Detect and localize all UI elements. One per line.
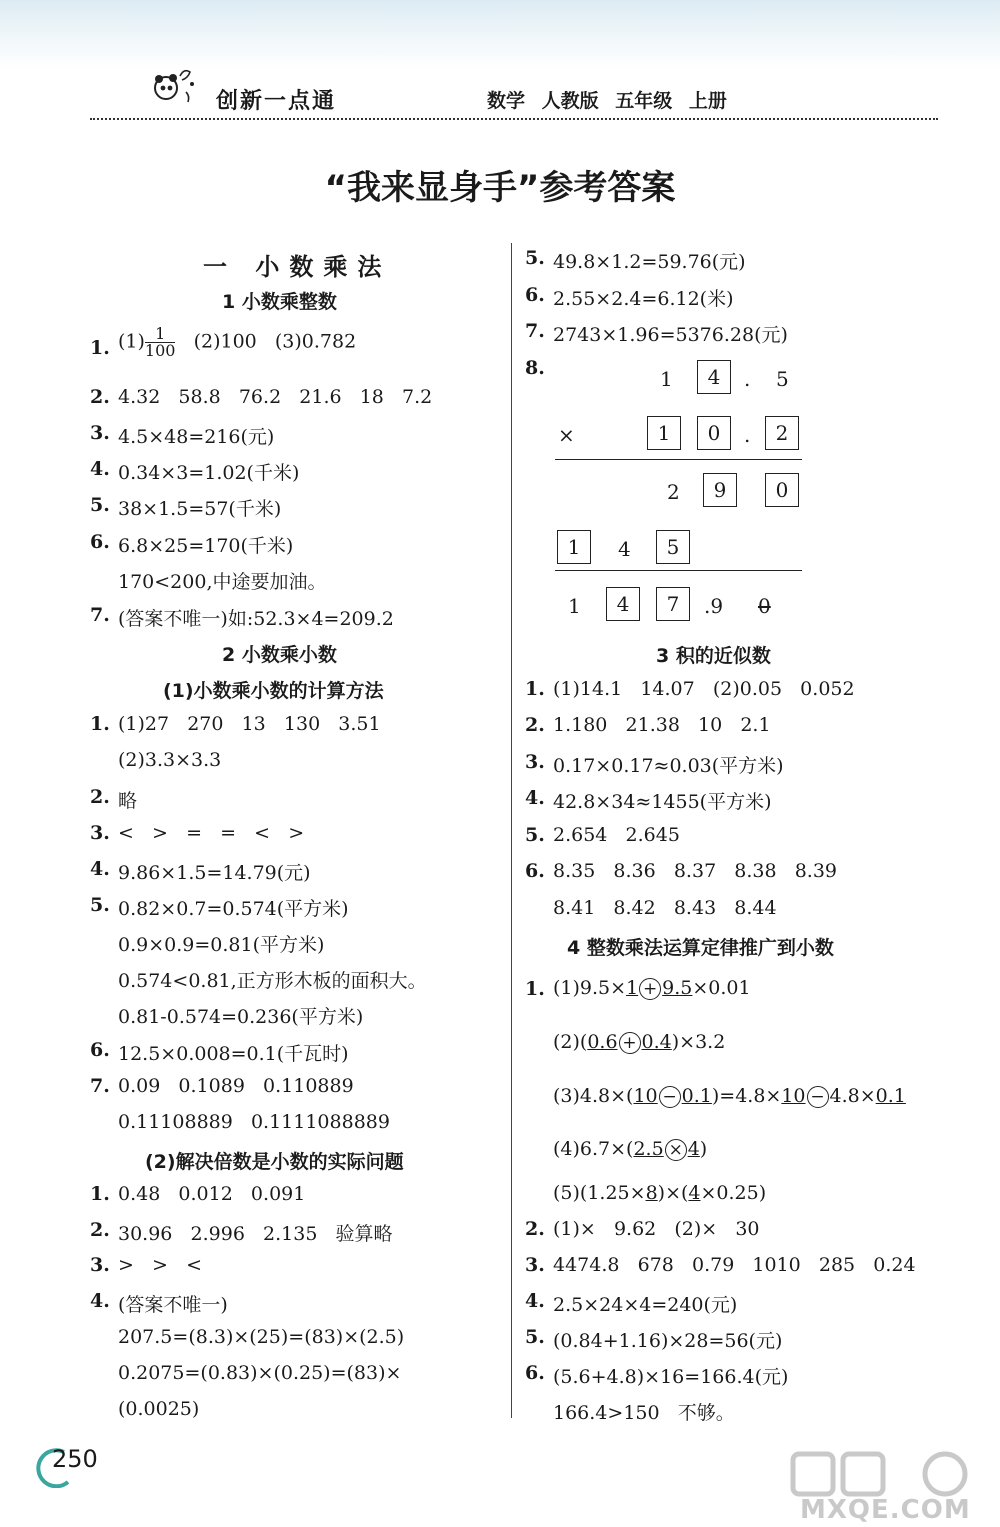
- item-number: 3.: [90, 1254, 110, 1276]
- item-number: 7.: [525, 320, 545, 342]
- section-heading-2: 2 小数乘小数: [222, 644, 337, 666]
- answer-line: < > = = < >: [118, 822, 305, 844]
- answer-line: (2)(0.6 + 0.4)×3.2: [553, 1031, 726, 1053]
- answer-line: 4.5×48=216(元): [118, 426, 275, 448]
- item-number: 5.: [90, 894, 110, 916]
- answer-line: 0.574<0.81,正方形木板的面积大。: [118, 970, 427, 992]
- section-heading-3: 3 积的近似数: [656, 645, 771, 667]
- item-number: 3.: [90, 822, 110, 844]
- answer-line: 6.8×25=170(千米): [118, 535, 294, 557]
- answer-line: 166.4>150 不够。: [553, 1402, 735, 1424]
- circled-operator: −: [659, 1086, 681, 1108]
- header-divider: [90, 118, 938, 120]
- answer-line: 207.5=(8.3)×(25)=(83)×(2.5): [118, 1326, 405, 1348]
- answer-line: 1.180 21.38 10 2.1: [553, 714, 771, 736]
- answer-box: 4: [697, 360, 731, 394]
- answer-line: (1) $\frac{1}{100}$ (2)100 (3)0.782: [118, 324, 357, 360]
- answer-line: 170<200,中途要加油。: [118, 571, 327, 593]
- item-number: 2.: [525, 714, 545, 736]
- digit: 1: [568, 594, 581, 618]
- answer-line: 9.86×1.5=14.79(元): [118, 862, 311, 884]
- answer-line: 2.55×2.4=6.12(米): [553, 288, 734, 310]
- answer-line: 0.81-0.574=0.236(平方米): [118, 1006, 364, 1028]
- answer-line: 0.48 0.012 0.091: [118, 1183, 306, 1205]
- answer-line: 2.654 2.645: [553, 824, 680, 846]
- digit: .: [744, 423, 751, 447]
- digit-crossed: 0: [758, 594, 771, 618]
- answer-line: (1)× 9.62 (2)× 30: [553, 1218, 760, 1240]
- digit: 1: [660, 367, 673, 391]
- answer-line: (0.0025): [118, 1398, 200, 1420]
- answer-box: 1: [647, 416, 681, 450]
- item-number: 2.: [90, 1219, 110, 1241]
- item-number: 4.: [90, 458, 110, 480]
- circled-operator: +: [619, 1032, 641, 1054]
- answer-line: 0.11108889 0.1111088889: [118, 1111, 390, 1133]
- item-number: 4.: [90, 858, 110, 880]
- answer-line: (5)(1.25×8)×(4×0.25): [553, 1182, 767, 1204]
- item-number: 2.: [525, 1218, 545, 1240]
- item-number: 1.: [90, 713, 110, 735]
- item-number: 1.: [525, 978, 545, 1000]
- answer-line: 8.35 8.36 8.37 8.38 8.39: [553, 860, 837, 882]
- digit: 4: [618, 537, 631, 561]
- answer-line: 42.8×34≈1455(平方米): [553, 791, 772, 813]
- item-number: 7.: [90, 1075, 110, 1097]
- item-number: 3.: [525, 1254, 545, 1276]
- answer-line: (答案不唯一)如:52.3×4=209.2: [118, 608, 394, 630]
- digit: 2: [667, 480, 680, 504]
- item-number: 4.: [525, 1290, 545, 1312]
- item-number: 6.: [525, 1362, 545, 1384]
- answer-box: 5: [656, 530, 690, 564]
- answer-box: 9: [703, 473, 737, 507]
- panda-logo-icon: [150, 64, 202, 110]
- answer-line: 0.17×0.17≈0.03(平方米): [553, 755, 784, 777]
- answer-line: (2)3.3×3.3: [118, 749, 222, 771]
- page-number: 250: [52, 1445, 98, 1473]
- circled-operator: −: [807, 1086, 829, 1108]
- item-number: 1.: [90, 337, 110, 359]
- multiply-sign: ×: [558, 423, 575, 447]
- item-number: 5.: [525, 247, 545, 269]
- item-number: 1.: [525, 678, 545, 700]
- answer-box: 0: [697, 416, 731, 450]
- answer-line: 2743×1.96=5376.28(元): [553, 324, 788, 346]
- answer-box: 2: [765, 416, 799, 450]
- answer-box: 1: [557, 530, 591, 564]
- answer-line: (1)14.1 14.07 (2)0.05 0.052: [553, 678, 855, 700]
- answer-line: (4)6.7×(2.5 × 4): [553, 1138, 708, 1160]
- item-number: 7.: [90, 604, 110, 626]
- answer-line: 2.5×24×4=240(元): [553, 1294, 738, 1316]
- item-number: 3.: [90, 422, 110, 444]
- section-heading-1: 1 小数乘整数: [222, 291, 337, 313]
- item-number: 3.: [525, 751, 545, 773]
- digit: .: [744, 367, 751, 391]
- answer-line: (3)4.8×(10 − 0.1)=4.8×10 − 4.8×0.1: [553, 1085, 906, 1107]
- calc-rule: [555, 570, 802, 571]
- answer-line: > > <: [118, 1254, 202, 1276]
- answer-line: 0.09 0.1089 0.110889: [118, 1075, 354, 1097]
- answer-box: 4: [606, 587, 640, 621]
- digit: 5: [776, 367, 789, 391]
- item-number: 8.: [525, 357, 545, 379]
- answer-line: 4474.8 678 0.79 1010 285 0.24: [553, 1254, 916, 1276]
- answer-line: 0.9×0.9=0.81(平方米): [118, 934, 325, 956]
- item-number: 4.: [525, 787, 545, 809]
- header-brand: 创新一点通: [216, 89, 337, 114]
- item-number: 2.: [90, 786, 110, 808]
- item-number: 2.: [90, 386, 110, 408]
- subsection-heading: (1)小数乘小数的计算方法: [163, 680, 384, 702]
- answer-line: (1)27 270 13 130 3.51: [118, 713, 381, 735]
- header-book-info: 数学 人教版 五年级 上册: [487, 90, 727, 112]
- item-number: 5.: [90, 494, 110, 516]
- answer-line: (0.84+1.16)×28=56(元): [553, 1330, 783, 1352]
- answer-line: 8.41 8.42 8.43 8.44: [553, 897, 777, 919]
- calc-rule: [555, 459, 802, 460]
- answer-box: 0: [765, 473, 799, 507]
- item-number: 1.: [90, 1183, 110, 1205]
- item-number: 6.: [525, 284, 545, 306]
- column-divider: [511, 243, 512, 1418]
- page-title: “我来显身手”参考答案: [324, 168, 676, 208]
- answer-line: 0.2075=(0.83)×(0.25)=(83)×: [118, 1362, 402, 1384]
- unit-heading: 一 小数乘法: [203, 253, 392, 281]
- answer-line: (1)9.5×1 + 9.5×0.01: [553, 977, 751, 999]
- item-number: 5.: [525, 1326, 545, 1348]
- section-heading-4: 4 整数乘法运算定律推广到小数: [567, 937, 834, 959]
- answer-line: 略: [118, 790, 138, 812]
- answer-line: (答案不唯一): [118, 1294, 228, 1316]
- item-number: 6.: [525, 860, 545, 882]
- answer-line: 0.34×3=1.02(千米): [118, 462, 300, 484]
- answer-line: 12.5×0.008=0.1(千瓦时): [118, 1043, 349, 1065]
- item-number: 6.: [90, 1039, 110, 1061]
- answer-line: 49.8×1.2=59.76(元): [553, 251, 746, 273]
- answer-line: (5.6+4.8)×16=166.4(元): [553, 1366, 789, 1388]
- fraction: $\frac{1}{100}$: [144, 324, 176, 360]
- item-number: 6.: [90, 531, 110, 553]
- digit: .9: [704, 594, 724, 618]
- item-number: 4.: [90, 1290, 110, 1312]
- watermark-text: MXQE.COM: [800, 1495, 971, 1525]
- item-number: 5.: [525, 824, 545, 846]
- header-background: [0, 0, 1000, 70]
- answer-line: 38×1.5=57(千米): [118, 498, 282, 520]
- circled-operator: +: [639, 978, 661, 1000]
- answer-box: 7: [656, 587, 690, 621]
- subsection-heading: (2)解决倍数是小数的实际问题: [145, 1151, 404, 1173]
- answer-line: 4.32 58.8 76.2 21.6 18 7.2: [118, 386, 433, 408]
- answer-line: 0.82×0.7=0.574(平方米): [118, 898, 349, 920]
- answer-line: 30.96 2.996 2.135 验算略: [118, 1223, 393, 1245]
- circled-operator: ×: [665, 1139, 687, 1161]
